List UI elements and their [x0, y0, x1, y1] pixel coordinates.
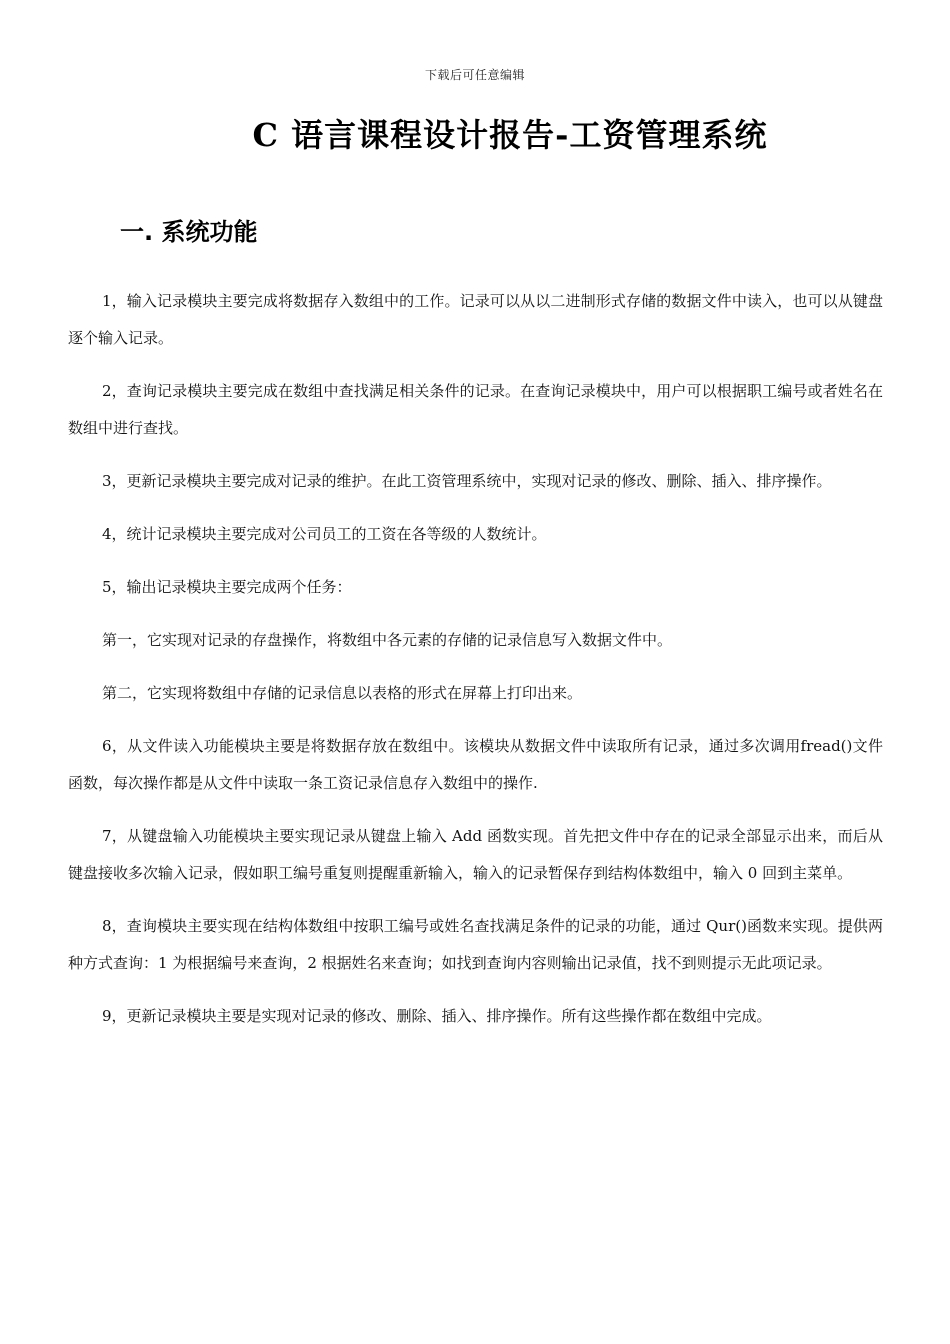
paragraph-6: 6，从文件读入功能模块主要是将数据存放在数组中。该模块从数据文件中读取所有记录，通过多次调用fread()文件函数，每次操作都是从文件中读取一条工资记录信息存入数组中的操作.: [68, 737, 883, 792]
paragraph-3: 3，更新记录模块主要完成对记录的维护。在此工资管理系统中，实现对记录的修改、删除、插入、排序操作。: [102, 472, 832, 490]
paragraph-7: 7，从键盘输入功能模块主要实现记录从键盘上输入 Add 函数实现。首先把文件中存在的记录全部显示出来，而后从键盘接收多次输入记录，假如职工编号重复则提醒重新输入，输入的记录暂保存到结构体数组中，输入 0 回到主菜单。: [68, 827, 883, 882]
header-note: 下载后可任意编辑: [424, 68, 525, 82]
document-body: [68, 283, 883, 1051]
paragraph-5-first: 第一，它实现对记录的存盘操作，将数组中各元素的存储的记录信息写入数据文件中。: [102, 631, 673, 649]
paragraph-1: 1，输入记录模块主要完成将数据存入数组中的工作。记录可以从以二进制形式存储的数据文件中读入，也可以从键盘逐个输入记录。: [68, 292, 883, 347]
document-title: C 语言课程设计报告-工资管理系统: [252, 116, 768, 154]
paragraph-9: 9，更新记录模块主要是实现对记录的修改、删除、插入、排序操作。所有这些操作都在数组中完成。: [102, 1007, 772, 1025]
section-heading: 一. 系统功能: [120, 218, 258, 246]
paragraph-4: 4，统计记录模块主要完成对公司员工的工资在各等级的人数统计。: [102, 525, 547, 543]
paragraph-8: 8，查询模块主要实现在结构体数组中按职工编号或姓名查找满足条件的记录的功能，通过 Qur()函数来实现。提供两种方式查询：1 为根据编号来查询，2 根据姓名来查询；如找到查询内容则输出记录值，找不到则提示无此项记录。: [68, 917, 883, 972]
paragraph-5-second: 第二，它实现将数组中存储的记录信息以表格的形式在屏幕上打印出来。: [102, 684, 583, 702]
paragraph-5: 5，输出记录模块主要完成两个任务：: [102, 578, 352, 596]
paragraph-2: 2，查询记录模块主要完成在数组中查找满足相关条件的记录。在查询记录模块中，用户可以根据职工编号或者姓名在数组中进行查找。: [68, 382, 883, 437]
